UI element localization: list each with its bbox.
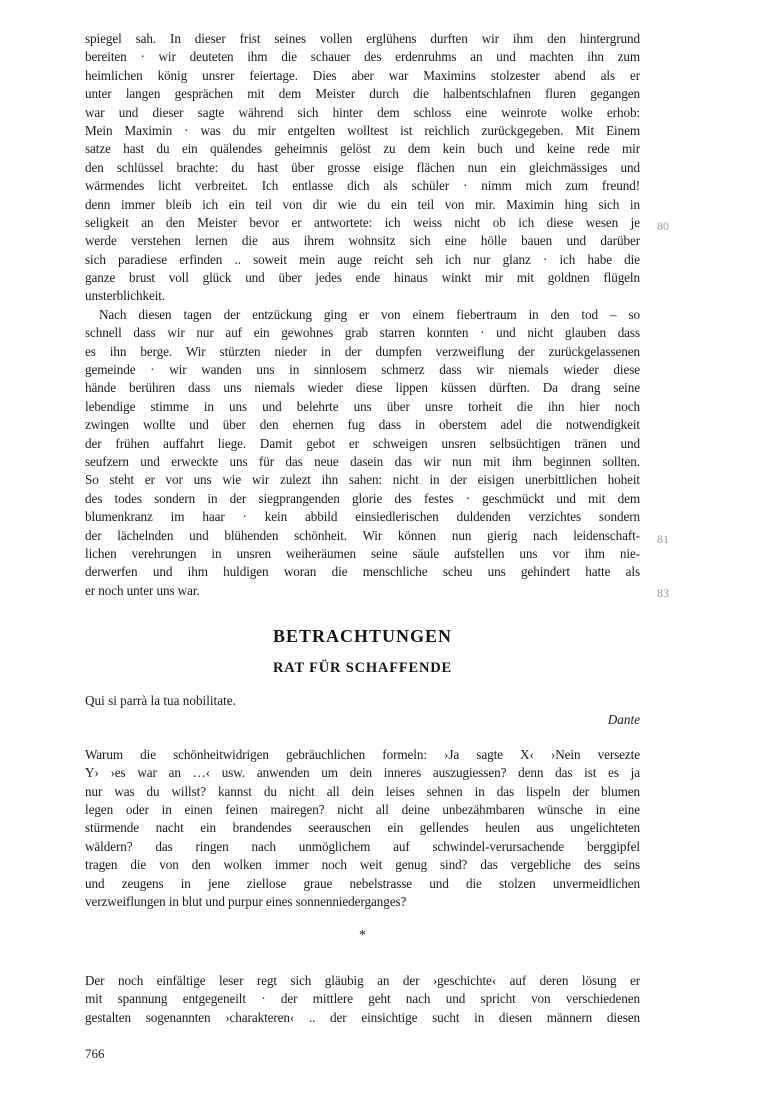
- text-line: seligkeit an den Meister bevor er antwortete: ich weiss nicht ob ich diese wesen je: [85, 214, 640, 230]
- text-line: legen oder in einen feinen mairegen? nicht all deine unbezähmbaren wünsche in eine: [85, 802, 640, 818]
- text-line: Der noch einfältige leser regt sich gläubig an der ›geschichte‹ auf deren lösung er: [85, 972, 640, 988]
- text-line: nur was du willst? kannst du nicht all dein leises sehnen in das lispeln der blumen: [85, 783, 640, 799]
- paragraph-leser: [85, 972, 640, 1027]
- paragraph-maximin-death: [85, 306, 640, 600]
- text-column: [85, 30, 640, 1027]
- text-line: der frühen auffahrt liege. Damit gebot er schweigen unsren selbsüchtigen tränen und: [85, 435, 640, 451]
- text-line: gestalten sogenannten ›charakteren‹ .. der einsichtige sucht in diesen männern diesen: [85, 1009, 640, 1025]
- epigraph-attribution: Dante: [607, 711, 640, 727]
- text-line: derwerfen und ihm huldigen woran die menschliche scheu uns gehindert hatte als: [85, 564, 640, 580]
- text-line: war und dieser sagte während sich hinter dem schloss eine weinrote wolke erhob:: [85, 104, 640, 120]
- text-line: So steht er vor uns wie wir zulezt ihn sahen: nicht in der eisigen unerbittlichen hoheit: [85, 472, 640, 488]
- margin-line-number-80: 80: [657, 219, 669, 233]
- text-line: denn immer bleib ich ein teil von dir wie du ein teil von mir. Maximin hing sich in: [85, 196, 640, 212]
- text-line: wärmendes licht verbreitet. Ich entlasse dich als schüler · nimm mich zum freund!: [85, 178, 640, 194]
- text-line: heimlichen könig unsrer feiertage. Dies aber war Maximins stolzester abend als er: [85, 67, 640, 83]
- text-line: spiegel sah. In dieser frist seines vollen erglühens durften wir ihm den hintergrund: [85, 31, 640, 46]
- text-line: des todes sondern in der siegprangenden glorie des festes · geschmückt und mit dem: [85, 490, 640, 506]
- margin-line-number-83: 83: [657, 586, 669, 600]
- text-line: tragen die von den wolken immer noch weit genug sind? das vergebliche des seins: [85, 857, 640, 873]
- epigraph-quote: Qui si parrà la tua nobilitate.: [85, 693, 236, 709]
- text-line: werde verstehen lernen die aus ihrem wohnsitz sich eine hölle bauen und darüber: [85, 233, 640, 249]
- text-line: schnell dass wir nur auf ein gewohnes grab starren konnten · und nicht glauben dass: [85, 325, 640, 341]
- text-line: den schlüssel brachte: du hast über grosse eisige flächen nun ein gleichmässiges und: [85, 159, 640, 175]
- paragraph-warum-formeln: [85, 746, 640, 912]
- text-line: wäldern? das ringen nach unmöglichem auf schwindel-verursachende berggipfel: [85, 838, 640, 854]
- text-line: Y› ›es war an …‹ usw. anwenden um dein inneres auszugiessen? denn das ist es ja: [85, 765, 640, 781]
- text-line: er noch unter uns war.: [85, 582, 200, 598]
- text-line: lichen verehrungen in unsren weiheräumen seine säule aufstellen uns vor ihm nie-: [85, 545, 640, 561]
- text-line: stürmende nacht ein brandendes seerauschen ein gellendes heulen aus ungelichteten: [85, 820, 640, 836]
- text-line: ganze brust voll glück und über jedes ende hinaus winkt mir mit goldnen flügeln: [85, 270, 640, 286]
- text-line: zwingen wollte und über den ehernen fug dass in oberstem adel die notwendigkeit: [85, 417, 640, 433]
- asterisk-separator: *: [359, 928, 366, 944]
- text-line: seufzern und erweckte uns für das neue dasein das wir nun mit ihm beginnen sollten.: [85, 453, 640, 469]
- text-line: bereiten · wir deuteten ihm die schauer des erdenruhms an und machten ihn zum: [85, 49, 640, 65]
- text-line: unsterblichkeit.: [85, 288, 166, 304]
- text-line: der lächelnden und blühenden schönheit. Wir können nun gierig nach leidenschaft-: [85, 527, 640, 543]
- text-line: mit spannung entgegeneilt · der mittlere geht nach und spricht von verschiedenen: [85, 991, 640, 1007]
- text-line: Nach diesen tagen der entzückung ging er von einem fiebertraum in den tod – so: [99, 306, 640, 322]
- section-heading: BETRACHTUNGEN: [272, 626, 453, 647]
- text-line: und zeugens in jene ziellose graue nebelstrasse und die stolzen unvermeidlichen: [85, 875, 640, 891]
- text-line: es ihn berge. Wir stürzten nieder in der dumpfen verzweiflung der zurückgelassenen: [85, 343, 640, 359]
- page-number: 766: [85, 1046, 105, 1061]
- text-line: gemeinde · wir wanden uns in sinnlosem schmerz dass wir niemals wieder diese: [85, 362, 640, 378]
- margin-line-number-81: 81: [657, 532, 669, 546]
- text-line: sich paradiese erfinden .. soweit mein auge reicht seh ich nur glanz · ich habe die: [85, 251, 640, 267]
- text-line: verzweiflungen in blut und purpur eines sonnenniederganges?: [85, 894, 407, 910]
- text-line: Warum die schönheitwidrigen gebräuchlichen formeln: ›Ja sagte X‹ ›Nein versezte: [85, 746, 640, 762]
- text-line: hände berühren dass uns niemals wieder diese lippen küssen dürften. Da drang seine: [85, 380, 640, 396]
- text-line: Mein Maximin · was du mir entgelten wolltest ist reichlich zurückgegeben. Mit Einem: [85, 122, 640, 138]
- text-line: lebendige stimme in uns und belehrte uns über unsre torheit die ihn hier noch: [85, 398, 640, 414]
- text-line: unter langen gesprächen mit dem Meister durch die halbentschlafnen fluren gegangen: [85, 86, 640, 102]
- chapter-heading: RAT FÜR SCHAFFENDE: [272, 660, 452, 677]
- paragraph-maximin-continuation: [85, 30, 640, 306]
- text-line: blumenkranz im haar · kein abbild einsiedlerischen duldenden verzichtes sondern: [85, 509, 640, 525]
- text-line: satze hast du ein quälendes geheimnis gelöst zu dem kein buch und keine rede mir: [85, 141, 640, 157]
